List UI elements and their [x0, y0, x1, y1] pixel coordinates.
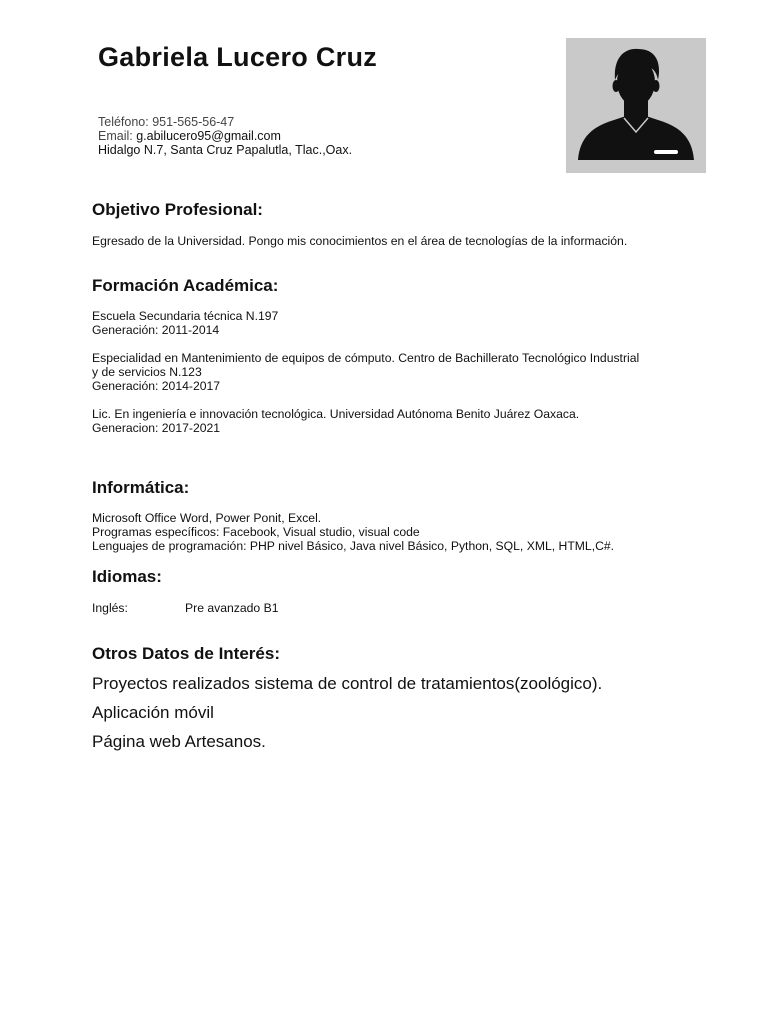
otros-line: Aplicación móvil: [92, 703, 214, 722]
otros-line: Proyectos realizados sistema de control de tratamientos(zoológico).: [92, 674, 603, 693]
phone-text: Teléfono: 951-565-56-47: [98, 115, 235, 129]
informatica-title: Informática:: [92, 478, 190, 497]
formacion-entry: [92, 351, 639, 393]
email-label: Email:: [98, 129, 137, 143]
profile-photo: [566, 38, 706, 173]
formacion-entry: [92, 407, 579, 435]
entry-institution: Escuela Secundaria técnica N.197: [92, 309, 279, 323]
entry-institution-cont: y de servicios N.123: [92, 365, 202, 379]
informatica-line: Programas específicos: Facebook, Visual studio, visual code: [92, 525, 420, 539]
candidate-name: Gabriela Lucero Cruz: [98, 42, 378, 72]
email-line: [98, 129, 352, 143]
language-level: Pre avanzado B1: [185, 601, 279, 615]
informatica-line: Lenguajes de programación: PHP nivel Básico, Java nivel Básico, Python, SQL, XML, HTML,C#.: [92, 539, 615, 553]
email-text: g.abilucero95@gmail.com: [136, 129, 281, 143]
informatica-list: [92, 511, 614, 553]
language-label: Inglés:: [92, 601, 128, 615]
contact-block: [98, 115, 352, 157]
user-silhouette-icon: [566, 38, 706, 173]
idiomas-title: Idiomas:: [92, 567, 162, 586]
entry-generation: Generación: 2011-2014: [92, 323, 220, 337]
informatica-line: Microsoft Office Word, Power Ponit, Excel.: [92, 511, 322, 525]
objetivo-text: Egresado de la Universidad. Pongo mis conocimientos en el área de tecnologías de la información.: [92, 234, 628, 248]
entry-institution: Lic. En ingeniería e innovación tecnológica. Universidad Autónoma Benito Juárez Oaxaca.: [92, 407, 580, 421]
entry-generation: Generacion: 2017-2021: [92, 421, 221, 435]
formacion-title: Formación Académica:: [92, 276, 279, 295]
entry-generation: Generación: 2014-2017: [92, 379, 221, 393]
otros-title: Otros Datos de Interés:: [92, 644, 280, 663]
entry-institution: Especialidad en Mantenimiento de equipos de cómputo. Centro de Bachillerato Tecnológico Industrial: [92, 351, 640, 365]
formacion-entry: [92, 309, 278, 337]
address-text: Hidalgo N.7, Santa Cruz Papalutla, Tlac.,Oax.: [98, 143, 353, 157]
objetivo-title: Objetivo Profesional:: [92, 200, 263, 219]
otros-line: Página web Artesanos.: [92, 732, 266, 751]
